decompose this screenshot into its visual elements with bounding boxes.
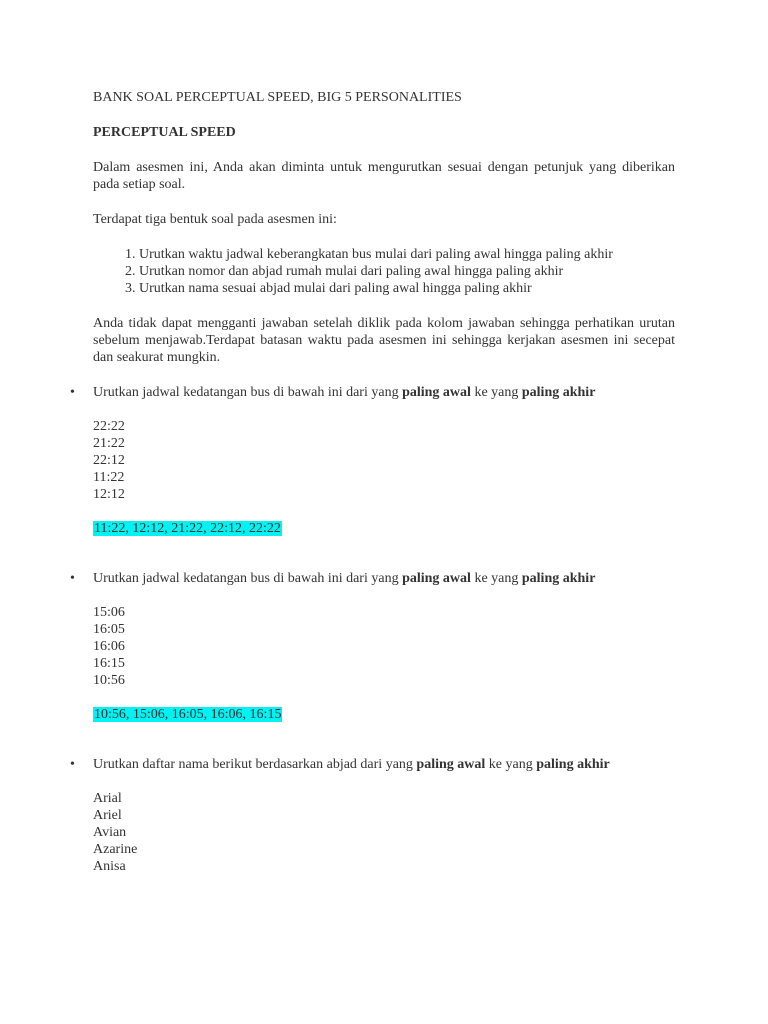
option-item: Azarine (93, 842, 138, 857)
option-item: 16:15 (93, 656, 125, 671)
question-mid: ke yang (470, 385, 522, 400)
question-3 (70, 756, 675, 773)
intro-paragraph: Dalam asesmen ini, Anda akan diminta untuk mengurutkan sesuai dengan petunjuk yang diberikan pada setiap soal. (93, 160, 675, 192)
forms-intro: Terdapat tiga bentuk soal pada asesmen ini: (93, 212, 337, 227)
bullet-icon: • (70, 385, 75, 400)
question-bold: paling awal (416, 757, 486, 772)
option-item: 16:05 (93, 622, 125, 637)
answer-highlight: 11:22, 12:12, 21:22, 22:12, 22:22 (94, 521, 281, 536)
option-item: 22:22 (93, 419, 125, 434)
question-bold: paling awal (402, 571, 471, 586)
forms-list-item: 1. Urutkan waktu jadwal keberangkatan bus mulai dari paling awal hingga paling akhir (139, 246, 675, 263)
question-1 (70, 384, 675, 401)
forms-list-item: 2. Urutkan nomor dan abjad rumah mulai dari paling awal hingga paling akhir (139, 263, 675, 280)
question-bold: paling akhir (536, 757, 610, 772)
options-list-2 (93, 604, 675, 689)
note-paragraph: Anda tidak dapat mengganti jawaban setelah diklik pada kolom jawaban sehingga perhatikan urutan sebelum menjawab.Terdapat batasan waktu pada asesmen ini sehingga kerjakan asesmen ini secepat dan seakurat mungkin. (93, 316, 675, 365)
question-mid: ke yang (470, 571, 522, 586)
bullet-icon: • (70, 757, 75, 772)
question-bold: paling awal (402, 385, 471, 400)
bullet-icon: • (70, 571, 75, 586)
document-content (70, 89, 675, 892)
answer-block-2 (93, 706, 675, 723)
question-bold: paling akhir (521, 385, 596, 400)
option-item: 10:56 (93, 673, 125, 688)
option-item: Ariel (93, 808, 122, 823)
question-bold: paling akhir (521, 571, 596, 586)
question-prefix: Urutkan jadwal kedatangan bus di bawah ini dari yang (93, 571, 403, 586)
forms-list-item: 3. Urutkan nama sesuai abjad mulai dari paling awal hingga paling akhir (139, 280, 675, 297)
options-list-3 (93, 790, 675, 875)
option-item: Avian (93, 825, 127, 840)
section-heading: PERCEPTUAL SPEED (93, 125, 236, 140)
option-item: 15:06 (93, 605, 125, 620)
option-item: Arial (93, 791, 122, 806)
question-mid: ke yang (485, 757, 537, 772)
question-prefix: Urutkan jadwal kedatangan bus di bawah ini dari yang (93, 385, 403, 400)
option-item: 12:12 (93, 487, 125, 502)
question-2 (70, 570, 675, 587)
option-item: 11:22 (93, 470, 125, 485)
answer-highlight: 10:56, 15:06, 16:05, 16:06, 16:15 (94, 707, 282, 722)
options-list-1 (93, 418, 675, 503)
option-item: Anisa (93, 859, 126, 874)
question-prefix: Urutkan daftar nama berikut berdasarkan abjad dari yang (93, 757, 417, 772)
document-title: BANK SOAL PERCEPTUAL SPEED, BIG 5 PERSONALITIES (93, 90, 462, 105)
answer-block-1 (93, 520, 675, 537)
option-item: 21:22 (93, 436, 125, 451)
forms-list (93, 246, 675, 297)
option-item: 16:06 (93, 639, 125, 654)
option-item: 22:12 (93, 453, 125, 468)
